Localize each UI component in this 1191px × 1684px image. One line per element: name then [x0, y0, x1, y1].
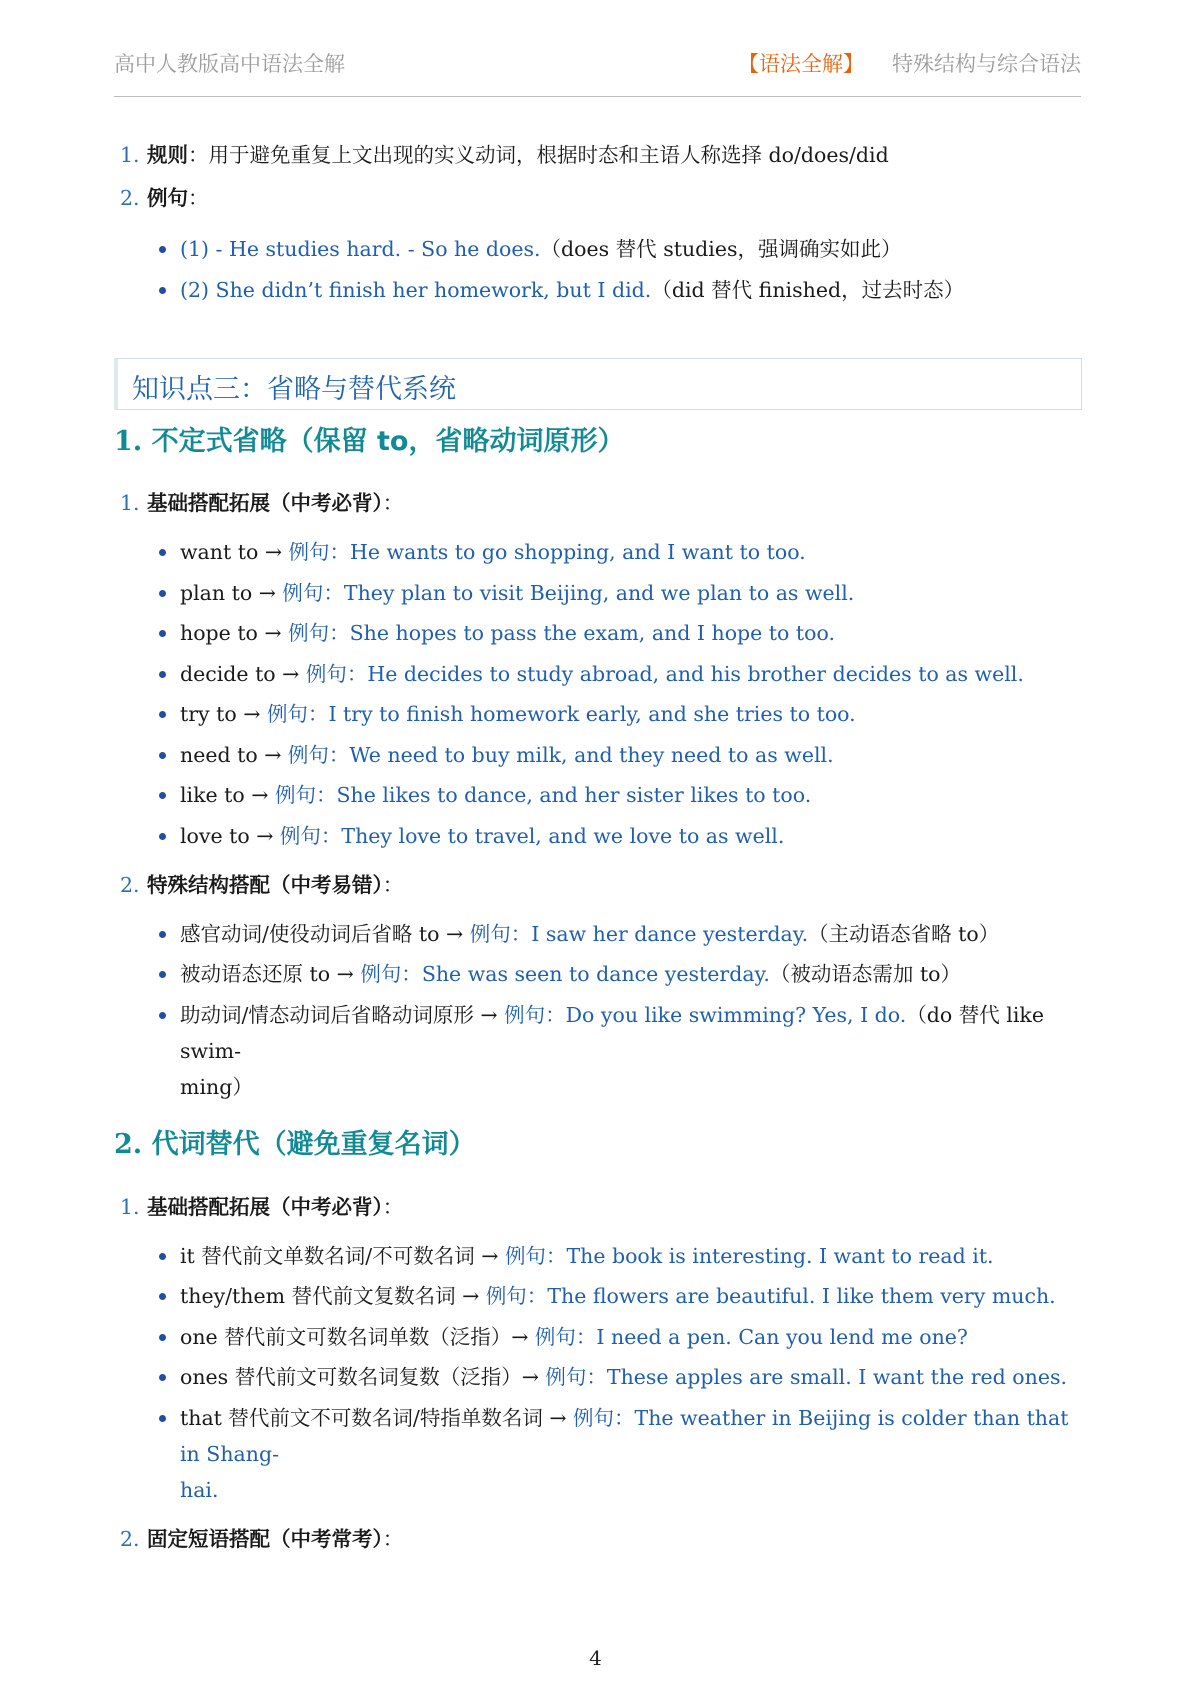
- group-colon: ：: [382, 491, 404, 515]
- example-sentence: We need to buy milk, and they need to as well.: [349, 742, 834, 767]
- list-item: [114, 737, 1082, 773]
- list-item: [114, 575, 1082, 611]
- group-label: 基础搭配拓展（中考必背）: [147, 1194, 383, 1219]
- example-sentence: (2) She didn’t finish her homework, but I did.: [180, 278, 652, 302]
- rule-item: [114, 140, 1082, 170]
- item-key: it 替代前文单数名词/不可数名词 →: [180, 1243, 505, 1268]
- group-number: 2.: [120, 872, 140, 897]
- list-item: [114, 916, 1082, 952]
- page-content: [114, 140, 1082, 1554]
- item-key: try to →: [180, 702, 267, 726]
- item-key: that 替代前文不可数名词/特指单数名词 →: [180, 1405, 574, 1430]
- item-key: 助动词/情态动词后省略动词原形 →: [180, 1002, 505, 1027]
- item-key: ones 替代前文可数名词复数（泛指）→: [180, 1365, 546, 1389]
- group-label: 基础搭配拓展（中考必背）: [147, 491, 383, 515]
- item-key: want to →: [180, 540, 289, 564]
- example-sentence: The book is interesting. I want to read it.: [566, 1243, 994, 1268]
- header-chapter: [738, 48, 1081, 78]
- item-key: 被动语态还原 to →: [180, 962, 361, 986]
- section-title: 知识点三：省略与替代系统: [132, 374, 456, 405]
- example-sentence: He decides to study abroad, and his brother decides to as well.: [367, 661, 1024, 686]
- section-heading-box: [114, 358, 1082, 410]
- example-label: 例句：: [279, 823, 342, 848]
- rule-text: ：用于避免重复上文出现的实义动词，根据时态和主语人称选择 do/does/did: [188, 143, 889, 167]
- item-key: need to →: [180, 742, 288, 767]
- example-sentence: The flowers are beautiful. I like them very much.: [547, 1284, 1056, 1308]
- page-number: 4: [589, 1646, 602, 1670]
- example-label: 例句：: [287, 742, 350, 767]
- example-sentence: She hopes to pass the exam, and I hope to too.: [349, 621, 835, 645]
- header-chapter-title: 特殊结构与综合语法: [892, 52, 1081, 76]
- example-note: （does 替代 studies，强调确实如此）: [540, 237, 902, 261]
- example-label: 例句: [147, 186, 188, 210]
- group-label: 固定短语搭配（中考常考）: [147, 1526, 383, 1551]
- example-label: 例句：: [469, 921, 532, 946]
- example-sentence: Do you like swimming? Yes, I do.: [565, 1002, 907, 1027]
- group-number: 2.: [120, 1526, 140, 1551]
- example-label: 例句：: [504, 1243, 567, 1268]
- header-tag: 【语法全解】: [738, 52, 864, 76]
- list-item: [114, 956, 1082, 992]
- item-key: 感官动词/使役动词后省略 to →: [180, 921, 470, 946]
- item-key: love to →: [180, 823, 280, 848]
- list-item: [114, 997, 1082, 1105]
- list-item: [114, 1278, 1082, 1314]
- item-key: like to →: [180, 783, 275, 807]
- subsection-title: 代词替代（避免重复名词）: [151, 1128, 476, 1160]
- example-label: 例句：: [534, 1324, 597, 1349]
- example-label: 例句：: [288, 621, 350, 645]
- example-sentence: I try to finish homework early, and she tries to too.: [328, 702, 856, 726]
- example-sentence: The weather in Beijing is colder than that in Shang-: [180, 1405, 1069, 1466]
- item-key: one 替代前文可数名词单数（泛指）→: [180, 1324, 535, 1349]
- rule-number: 1.: [120, 143, 140, 167]
- group-heading: [114, 1192, 1082, 1222]
- subsection-number: 1.: [114, 426, 143, 457]
- subsection-title: 不定式省略（保留 to，省略动词原形）: [151, 426, 625, 457]
- list-item: [114, 777, 1082, 813]
- example-sentence: She likes to dance, and her sister likes to too.: [336, 783, 812, 807]
- example-sentence: I need a pen. Can you lend me one?: [596, 1324, 968, 1349]
- item-key: hope to →: [180, 621, 289, 645]
- example-label: 例句：: [282, 580, 344, 605]
- example-label: 例句：: [266, 702, 329, 726]
- example-sentence: I saw her dance yesterday.: [531, 921, 809, 946]
- example-label: 例句：: [504, 1002, 566, 1027]
- example-sentence: They plan to visit Beijing, and we plan to as well.: [343, 580, 855, 605]
- group-heading: [114, 488, 1082, 518]
- rule-label: 规则: [147, 143, 188, 167]
- subsection-heading: [114, 422, 1082, 462]
- group-heading: [114, 870, 1082, 900]
- example-label: 例句：: [305, 661, 368, 686]
- subsection-heading: [114, 1125, 1082, 1165]
- group-number: 1.: [120, 491, 140, 515]
- special-structure-list: [114, 916, 1082, 1105]
- list-item: [114, 1400, 1082, 1508]
- example-colon: ：: [188, 186, 209, 210]
- subsection-number: 2.: [114, 1128, 143, 1160]
- list-item: [114, 272, 1082, 308]
- example-label: 例句：: [360, 962, 422, 986]
- example-label: 例句：: [288, 540, 351, 564]
- pronoun-list: [114, 1238, 1082, 1508]
- header-book-title: 高中人教版高中语法全解: [114, 52, 345, 76]
- example-label: 例句：: [485, 1284, 548, 1308]
- list-item: [114, 534, 1082, 570]
- list-item: [114, 1319, 1082, 1355]
- example-label: 例句：: [573, 1405, 635, 1430]
- example-sentence: (1) - He studies hard. - So he does.: [180, 237, 541, 261]
- list-item: [114, 615, 1082, 651]
- example-sentence: These apples are small. I want the red ones.: [606, 1365, 1067, 1389]
- list-item: [114, 1359, 1082, 1395]
- page-header: [114, 44, 1081, 97]
- example-sentence: She was seen to dance yesterday.: [421, 962, 770, 986]
- group-colon: ：: [382, 872, 404, 897]
- example-sentence: They love to travel, and we love to as well.: [341, 823, 785, 848]
- example-number: 2.: [120, 186, 140, 210]
- list-item: [114, 1238, 1082, 1274]
- group-colon: ：: [382, 1194, 404, 1219]
- example-note: （被动语态需加 to）: [769, 962, 962, 986]
- list-item: [114, 656, 1082, 692]
- example-note: （主动语态省略 to）: [808, 921, 1000, 946]
- list-item: [114, 696, 1082, 732]
- group-heading: [114, 1524, 1082, 1554]
- collocation-list: [114, 534, 1082, 854]
- group-colon: ：: [382, 1526, 404, 1551]
- item-key: plan to →: [180, 580, 283, 605]
- item-key: they/them 替代前文复数名词 →: [180, 1284, 486, 1308]
- example-label: 例句：: [274, 783, 337, 807]
- list-item: [114, 231, 1082, 267]
- example-label: 例句：: [545, 1365, 607, 1389]
- example-sentence-continued: hai.: [180, 1477, 219, 1502]
- list-item: [114, 818, 1082, 854]
- group-number: 1.: [120, 1194, 140, 1219]
- example-sentence: He wants to go shopping, and I want to too.: [350, 540, 806, 564]
- example-note-continued: ming）: [180, 1074, 253, 1099]
- group-label: 特殊结构搭配（中考易错）: [147, 872, 383, 897]
- example-list: [114, 231, 1082, 308]
- example-note: （did 替代 finished，过去时态）: [651, 278, 965, 302]
- example-note: （do 替代 like swim-: [180, 1002, 1044, 1063]
- example-heading-item: [114, 183, 1082, 213]
- item-key: decide to →: [180, 661, 306, 686]
